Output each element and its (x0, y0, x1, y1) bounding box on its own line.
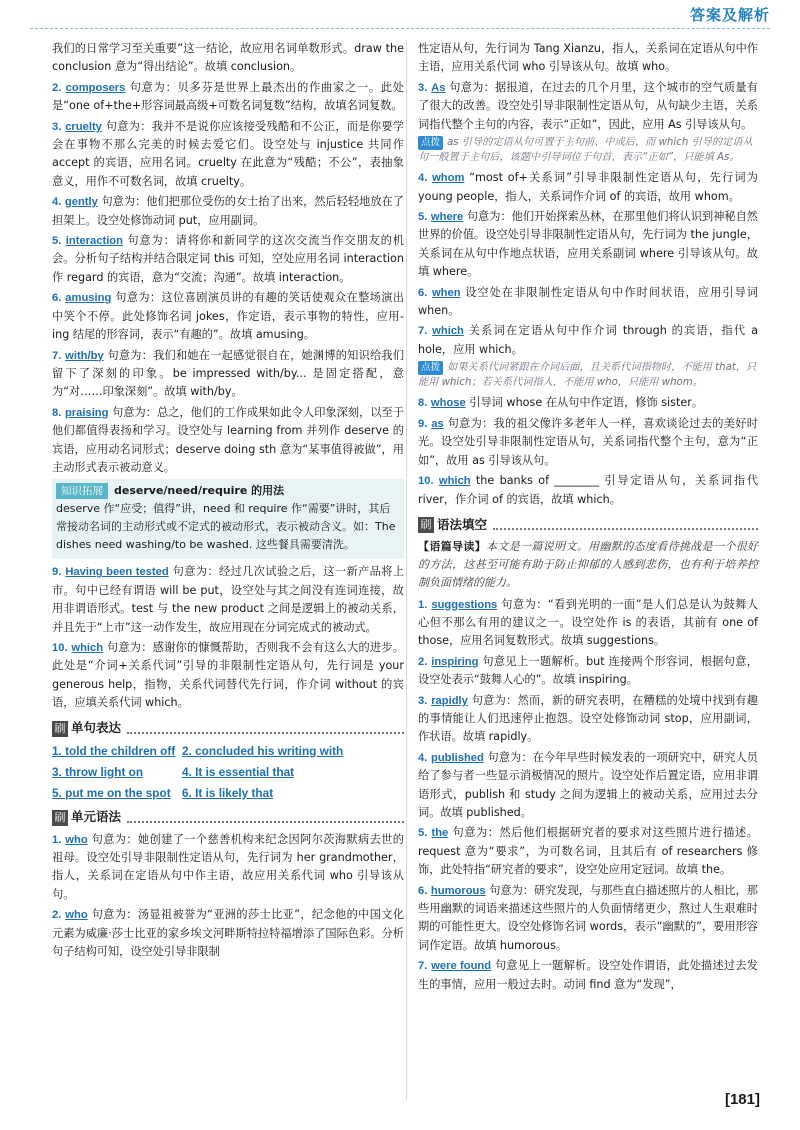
answer-word: cruelty (65, 120, 102, 133)
explanation-text: 句意为：然后他们根据研究者的要求对这些照片进行描述。request 意为“要求”，为可数名词，且其后有 of researchers 修饰，此处特指“研究者的要求”，设空处应用定冠词。故填 the。 (418, 826, 758, 877)
explanation-text: “most of+关系词”引导非限制性定语从句，先行词为 young people，指人，关系词作介词 of 的宾语，故用 whom。 (418, 171, 758, 203)
answer-item (52, 193, 404, 230)
answer-word: composers (65, 81, 126, 94)
phrase-answer: 2. concluded his writing with (182, 743, 344, 758)
tip-label: 点拨 (418, 361, 443, 375)
phrase-answers (52, 742, 404, 802)
left-answer-list (52, 79, 404, 478)
explanation-text: 句意为：感谢你的慷慨帮助，否则我不会有这么大的进步。此处是“介词+关系代词”引导的非限制性定语从句，先行词是 your generous help，指物，关系代词替代先行词，作介词 without 的宾语，应填关系代词 which。 (52, 640, 404, 710)
answer-item (418, 957, 758, 994)
answer-word: rapidly (431, 694, 468, 707)
answer-item (418, 284, 758, 321)
item-number: 7. (418, 325, 428, 338)
answer-word: whose (430, 397, 466, 410)
explanation-text: 句意为：“看到光明的一面”是人们总是认为鼓舞人心但不那么有用的建议之一。设空处作 is 的表语，其前有 one of those，应用名词复数形式。故填 suggestions。 (418, 597, 759, 648)
right-intro: 性定语从句，先行词为 Tang Xianzu，指人，关系词在定语从句中作主语，应用关系代词 who 引导该从句。故填 who。 (418, 42, 758, 74)
brush-icon: 刷 (52, 721, 68, 737)
answer-item (418, 169, 758, 206)
explanation-text: 句意为：我的祖父像许多老年人一样，喜欢谈论过去的美好时光。设空处引导非限制性定语从句，关系词指代整个主句，意为“正如”，故用 as 引导该从句。 (418, 416, 758, 467)
answer-item (418, 692, 758, 747)
item-number: 2. (418, 655, 428, 668)
explanation-text: 句意为：在今年早些时候发表的一项研究中，研究人员给了参与者一些显示消极情况的照片。设空处作后置定语，应用非谓语形式，publish 和 study 之间为逻辑上的被动关系，应用过去分词。故填 published。 (418, 750, 758, 819)
phrase-answer: 5. put me on the spot (52, 785, 171, 800)
explanation-text: 句意为：据报道，在过去的几个月里，这个城市的空气质量有了很大的改善。设空处引导非限制性定语从句，从句缺少主语，关系词指代整个主句的内容，表示“正如”，因此，应用 As 引导该从句。 (418, 80, 758, 131)
column-divider (406, 40, 407, 1100)
answer-word: gently (64, 196, 98, 209)
answer-item (418, 653, 758, 690)
answer-item (52, 639, 404, 713)
answer-word: humorous (430, 884, 486, 897)
passage-guide (418, 538, 758, 593)
right-answer-list-3 (418, 394, 758, 508)
tip-box (418, 136, 758, 165)
explanation-text: 设空处在非限制性定语从句中作时间状语，应用引导词 when。 (418, 285, 758, 318)
tip-text: 如果关系代词紧跟在介词后面，且关系代词指物时，不能用 that，只能用 which；若关系代词指人，不能用 who，只能用 whom。 (418, 362, 757, 388)
section-title: 单元语法 (71, 809, 122, 825)
explanation-text: 句意为：我并不是说你应该接受残酷和不公正，而是你要学会在事物不那么完美的时候去爱它们。设空处与 injustice 共同作 accept 的宾语，应用名词。cruelty 在此意为“残酷；不公”，表抽象意义，用作不可数名词，故填 cruelty。 (52, 119, 404, 188)
item-number: 10. (52, 641, 68, 654)
item-number: 4. (52, 196, 62, 209)
answer-item (418, 882, 758, 956)
item-number: 3. (418, 81, 428, 94)
answer-item (52, 906, 404, 961)
left-intro: 我们的日常学习至关重要”这一结论，故应用名词单数形式。draw the conclusion 意为“得出结论”。故填 conclusion。 (52, 42, 404, 74)
explanation-text: 句意见上一题解析。but 连接两个形容词，根据句意，设空处表示“鼓舞人心的”。故填 inspiring。 (418, 654, 758, 687)
answer-word: published (431, 751, 484, 764)
answer-item (418, 322, 758, 359)
item-number: 9. (52, 566, 62, 579)
explanation-text: 句意为：这位喜剧演员讲的有趣的笑话使观众在整场演出中笑个不停。此处修饰名词 jokes，作定语，表示事物的特性，应用-ing 结尾的形容词，表示“有趣的”。故填 amusing。 (52, 291, 404, 342)
item-number: 7. (418, 960, 428, 973)
explanation-text: 关系词在定语从句中作介词 through 的宾语，指代 a hole，应用 which。 (418, 324, 759, 356)
explanation-text: the banks of ________ 引导定语从句，关系词指代 river，作介词 of 的宾语，故填 which。 (418, 474, 759, 506)
dotted-rule (493, 520, 758, 530)
phrase-answer: 3. throw light on (52, 764, 144, 779)
section-single-sentence (52, 719, 404, 739)
answer-item (52, 289, 404, 344)
page-number: [181] (724, 1091, 760, 1108)
knowledge-text: deserve 作“应受；值得”讲，need 和 require 作“需要”讲时，其后常接动名词的主动形式或不定式的被动形式，表示被动含义。如：The dishes need washing/to be washed. 这些餐具需要清洗。 (56, 502, 396, 552)
answer-word: where (430, 211, 464, 224)
brush-icon: 刷 (52, 810, 68, 826)
item-number: 6. (418, 286, 428, 299)
explanation-text: 句意为：研究发现，与那些直白描述照片的人相比，那些用幽默的词语来描述这些照片的人负面情绪更少，熬过人生艰难时期的可能性更大。设空处修饰名词 words，表示“幽默的”，要用形容词作定语。故填 humorous。 (418, 883, 758, 952)
explanation-text: 句意为：请将你和新同学的这次交流当作交朋友的机会。分析句子结构并结合限定词 this 可知，空处应用名词 interaction 作 regard 的宾语，意为“交流；沟通”。故填 interaction。 (52, 234, 404, 284)
item-number: 10. (418, 475, 434, 488)
answer-word: which (432, 325, 464, 338)
item-number: 5. (418, 827, 428, 840)
answer-word: which (71, 641, 104, 654)
guide-label: 【语篇导读】 (418, 539, 487, 553)
answer-item (52, 79, 404, 116)
answer-item (418, 79, 758, 134)
guide-text: 本文是一篇说明文。用幽默的态度看待挑战是一个很好的方法，这甚至可能有助于防止抑郁的人感到悲伤，也有利于培养控制负面情绪的能力。 (418, 539, 759, 590)
item-number: 5. (52, 235, 62, 248)
page-header (30, 0, 770, 34)
item-number: 4. (418, 172, 428, 185)
item-number: 6. (52, 292, 62, 305)
answer-item (52, 118, 404, 192)
knowledge-title: deserve/need/require 的用法 (114, 484, 285, 498)
phrase-answer: 1. told the children off (52, 743, 176, 758)
item-number: 7. (52, 349, 62, 362)
item-number: 1. (418, 598, 428, 611)
answer-item (52, 831, 404, 905)
item-number: 3. (418, 694, 428, 707)
right-answer-list-2 (418, 169, 758, 359)
answer-word: As (431, 81, 446, 94)
left-column (52, 40, 404, 963)
answer-item (418, 394, 758, 412)
dotted-rule (127, 813, 404, 823)
item-number: 1. (52, 833, 62, 846)
dotted-rule (127, 724, 404, 734)
item-number: 2. (52, 81, 62, 94)
answer-word: the (431, 827, 449, 840)
item-number: 8. (418, 397, 428, 410)
answer-word: as (431, 417, 444, 430)
item-number: 5. (418, 211, 428, 224)
phrase-answer: 6. It is likely that (182, 785, 274, 800)
tip-text: as 引导的定语从句可置于主句前、中或后，而 which 引导的定语从句一般置于主句后，该题中引导词位于句首，表示“正如”，只能填 As。 (418, 137, 753, 163)
answer-word: interaction (65, 235, 123, 248)
knowledge-label: 知识拓展 (56, 483, 108, 499)
explanation-text: 句意为：汤显祖被誉为“亚洲的莎士比亚”，纪念他的中国文化元素为威廉·莎士比亚的家乡埃文河畔斯特拉特福增添了国际色彩。分析句子结构可知，设空处引导非限制 (52, 908, 405, 959)
answer-item (52, 404, 404, 478)
answer-word: when (431, 286, 461, 299)
item-number: 6. (418, 884, 428, 897)
answer-word: praising (64, 406, 109, 419)
item-number: 9. (418, 417, 428, 430)
phrase-answer: 4. It is essential that (182, 764, 295, 779)
item-number: 4. (418, 751, 428, 764)
explanation-text: 句意为：经过几次试验之后，这一新产品将上市。句中已经有谓语 will be put，设空处与其之间没有连词连接，故用非谓语形式。test 与 the new product 之间是逻辑上的被动关系，并且先于“上市”这一动作发生，故应用现在分词完成式的被动式。 (52, 565, 405, 634)
section-unit-grammar (52, 808, 404, 828)
answer-item (418, 208, 758, 282)
explanation-text: 句意见上一题解析。设空处作谓语，此处描述过去发生的事情，应用一般过去时。动词 find 意为“发现”， (418, 959, 758, 991)
item-number: 2. (52, 909, 62, 922)
tip-label: 点拨 (418, 136, 443, 150)
brush-icon: 刷 (418, 517, 434, 533)
tip-box (418, 361, 758, 390)
header-rule (30, 28, 770, 29)
answer-word: who (65, 909, 88, 922)
section-title: 单句表达 (71, 720, 122, 736)
explanation-text: 句意为：总之，他们的工作成果如此令人印象深刻，以至于他们都值得表扬和学习。设空处与 learning from 并列作 deserve 的宾语，应用动名词形式；deserve doing sth 意为“某事值得被做”，用主动形式表示被动意义。 (52, 405, 404, 474)
answer-word: were found (431, 960, 492, 973)
explanation-text: 句意为：他们把那位受伤的女士抬了出来，然后轻轻地放在了担架上。设空处修饰动词 put，应用副词。 (52, 195, 404, 227)
explanation-text: 句意为：然而，新的研究表明，在糟糕的处境中找到有趣的事情能让人们迅速停止抱怨。设空处修饰动词 stop，应用副词，作状语。故填 rapidly。 (418, 693, 758, 744)
answer-word: suggestions (431, 598, 498, 611)
answer-word: which (438, 475, 471, 488)
answer-item (52, 232, 404, 287)
answer-item (52, 563, 404, 637)
answer-word: amusing (65, 292, 112, 305)
answer-word: who (65, 833, 88, 846)
answer-item (418, 824, 758, 879)
knowledge-box (52, 479, 404, 559)
item-number: 3. (52, 120, 62, 133)
answer-word: Having been tested (65, 566, 169, 579)
answer-word: inspiring (431, 655, 479, 668)
explanation-text: 句意为：她创建了一个慈善机构来纪念因阿尔茨海默病去世的祖母。设空处引导非限制性定语从句，先行词为 her grandmother，指人，关系词在定语从句中作主语，故应用关系代词 who 引导该从句。 (52, 832, 404, 901)
header-title: 答案及解析 (689, 6, 770, 24)
answer-word: whom (432, 172, 465, 185)
explanation-text: 句意为：贝多芬是世界上最杰出的作曲家之一。此处是“one of+the+形容词最高级+可数名词复数”结构，故填名词复数。 (52, 80, 404, 113)
item-number: 8. (52, 406, 62, 419)
answer-item (418, 415, 758, 470)
grammar-answer-list (52, 831, 404, 962)
answer-item (52, 347, 404, 402)
explanation-text: 句意为：他们开始探索丛林，在那里他们将认识到神秘自然世界的价值。设空处引导非限制性定语从句，先行词为 the jungle，关系词在从句中作地点状语，应用关系副词 where 引导该从句。故填 where。 (418, 210, 758, 279)
right-column (418, 40, 758, 996)
answer-item (418, 749, 758, 823)
section-title: 语法填空 (437, 516, 488, 532)
right-answer-list-4 (418, 596, 758, 995)
answer-item (418, 596, 758, 651)
right-answer-list (418, 79, 758, 134)
explanation-text: 引导词 whose 在从句中作定语，修饰 sister。 (469, 396, 704, 410)
answer-item (418, 472, 758, 509)
left-answer-list-2 (52, 563, 404, 712)
answer-word: with/by (65, 349, 104, 362)
explanation-text: 句意为：我们和她在一起感觉很自在，她渊博的知识给我们留下了深刻的印象。be impressed with/by... 是固定搭配，意为“对……印象深刻”。故填 with/by。 (52, 348, 405, 399)
section-grammar-fill (418, 515, 758, 535)
